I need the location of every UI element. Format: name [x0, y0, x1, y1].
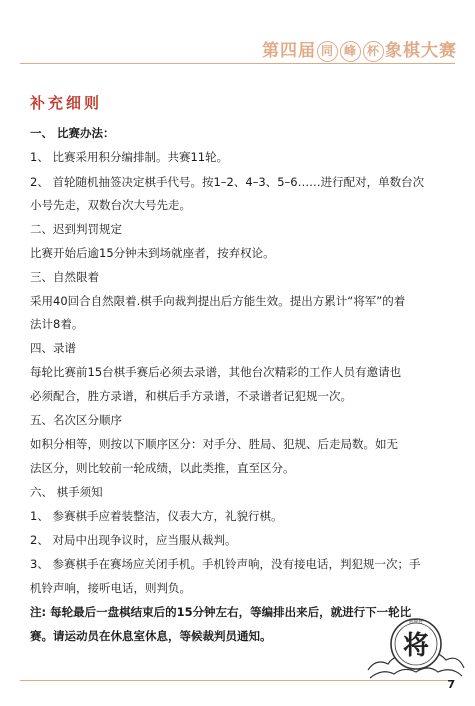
header-divider	[20, 63, 455, 64]
section-heading: 补充细则	[30, 94, 103, 112]
rule-line: 2、 对局中出现争议时，应当服从裁判。	[30, 533, 237, 547]
header-title	[262, 36, 457, 62]
rule-line: 1、 参赛棋手应着装整洁，仪表大方，礼貌行棋。	[30, 509, 283, 523]
header-title-prefix: 第四届	[262, 41, 316, 61]
rule-line: 比赛开始后逾15分钟未到场就座者，按弃权论。	[30, 246, 275, 260]
rule-line: 法区分，则比较前一轮成绩，以此类推，直至区分。	[30, 461, 295, 475]
seal-caption: 同峰杯	[408, 619, 424, 625]
circled-char-1: 同	[317, 41, 338, 62]
footer-divider	[20, 680, 455, 681]
circled-char-3: 杯	[363, 41, 384, 62]
seal-glyph: 将	[402, 631, 430, 661]
rule-line: 机铃声响，接听电话，则判负。	[30, 581, 191, 595]
rules-heading-3: 三、自然限着	[30, 270, 99, 284]
circled-char-2: 峰	[340, 41, 361, 62]
rule-line: 3、 参赛棋手在赛场应关闭手机。手机铃声响，没有接电话，判犯规一次；手	[30, 557, 421, 571]
note-line: 赛。请运动员在休息室休息，等候裁判员通知。	[30, 629, 272, 643]
header-title-suffix: 象棋大赛	[385, 41, 457, 61]
rule-line: 必须配合，胜方录谱，和棋后手方录谱，不录谱者记犯规一次。	[30, 389, 352, 403]
seal-logo	[366, 612, 466, 684]
note-line: 注: 每轮最后一盘棋结束后的15分钟左右，等编排出来后，就进行下一轮比	[30, 605, 412, 619]
rules-heading-6: 六、 棋手须知	[30, 485, 103, 499]
rule-line: 如积分相等，则按以下顺序区分：对手分、胜局、犯规、后走局数。如无	[30, 437, 398, 451]
page-number: 7	[447, 678, 455, 691]
rule-line: 1、 比赛采用积分编排制。共赛11轮。	[30, 150, 229, 164]
rule-line: 2、 首轮随机抽签决定棋手代号。按1–2、4–3、5–6……进行配对，单数台次	[30, 175, 425, 189]
rules-heading-2: 二、迟到判罚规定	[30, 222, 122, 236]
rules-heading-4: 四、录谱	[30, 341, 76, 355]
rule-line: 每轮比赛前15台棋手赛后必须去录谱，其他台次精彩的工作人员有邀请也	[30, 365, 402, 379]
rules-heading-5: 五、名次区分顺序	[30, 413, 122, 427]
rules-heading-1: 一、 比赛办法：	[30, 126, 115, 140]
rule-line: 采用40回合自然限着.棋手向裁判提出后方能生效。提出方累计“将军”的着	[30, 294, 406, 308]
rule-line: 法计8着。	[30, 317, 84, 331]
rule-line: 小号先走，双数台次大号先走。	[30, 198, 191, 212]
